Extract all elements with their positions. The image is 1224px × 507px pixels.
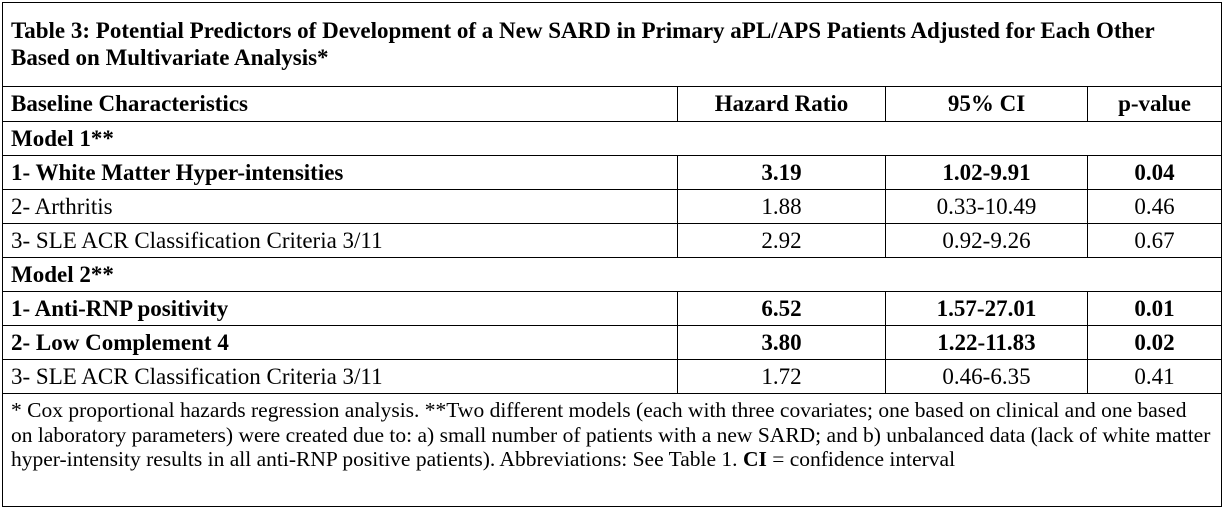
row-ci: 0.92-9.26 <box>886 224 1088 258</box>
row-p-value: 0.04 <box>1088 156 1222 190</box>
row-p-value: 0.01 <box>1088 292 1222 326</box>
table-row <box>3 292 1222 326</box>
model-1-label: Model 1** <box>3 122 1222 156</box>
row-characteristic: 1- Anti-RNP positivity <box>3 292 678 326</box>
footnote-ci-abbrev: CI <box>742 447 767 471</box>
row-characteristic: 1- White Matter Hyper-intensities <box>3 156 678 190</box>
footnote-ci-definition: = confidence interval <box>772 447 956 471</box>
model-2-label: Model 2** <box>3 258 1222 292</box>
row-hazard-ratio: 2.92 <box>678 224 886 258</box>
row-ci: 1.57-27.01 <box>886 292 1088 326</box>
row-hazard-ratio: 3.80 <box>678 326 886 360</box>
header-95-ci: 95% CI <box>886 87 1088 122</box>
table-row <box>3 190 1222 224</box>
table-footnote <box>3 394 1222 507</box>
row-ci: 0.46-6.35 <box>886 360 1088 394</box>
table-row <box>3 156 1222 190</box>
row-characteristic: 2- Arthritis <box>3 190 678 224</box>
predictors-table <box>2 2 1222 507</box>
table-container <box>2 2 1221 495</box>
table-row <box>3 224 1222 258</box>
row-ci: 1.22-11.83 <box>886 326 1088 360</box>
row-p-value: 0.67 <box>1088 224 1222 258</box>
row-p-value: 0.41 <box>1088 360 1222 394</box>
row-ci: 0.33-10.49 <box>886 190 1088 224</box>
header-baseline-characteristics: Baseline Characteristics <box>3 87 678 122</box>
table-row <box>3 326 1222 360</box>
row-hazard-ratio: 3.19 <box>678 156 886 190</box>
table-row <box>3 360 1222 394</box>
row-p-value: 0.02 <box>1088 326 1222 360</box>
row-characteristic: 3- SLE ACR Classification Criteria 3/11 <box>3 224 678 258</box>
row-p-value: 0.46 <box>1088 190 1222 224</box>
table-title: Table 3: Potential Predictors of Development of a New SARD in Primary aPL/APS Patients Adjusted for Each Other Based on Multivariate Analysis* <box>3 3 1222 87</box>
row-characteristic: 3- SLE ACR Classification Criteria 3/11 <box>3 360 678 394</box>
header-hazard-ratio: Hazard Ratio <box>678 87 886 122</box>
row-hazard-ratio: 6.52 <box>678 292 886 326</box>
row-ci: 1.02-9.91 <box>886 156 1088 190</box>
row-hazard-ratio: 1.88 <box>678 190 886 224</box>
row-hazard-ratio: 1.72 <box>678 360 886 394</box>
row-characteristic: 2- Low Complement 4 <box>3 326 678 360</box>
footnote-text: * Cox proportional hazards regression analysis. **Two different models (each with three covariates; one based on clinical and one based on laboratory parameters) were created due to: a) small number of patients with a new SARD; and b) unbalanced data (lack of white matter hyper-intensity results in all anti-RNP positive patients). Abbreviations: See Table 1. <box>11 398 1211 471</box>
header-p-value: p-value <box>1088 87 1222 122</box>
